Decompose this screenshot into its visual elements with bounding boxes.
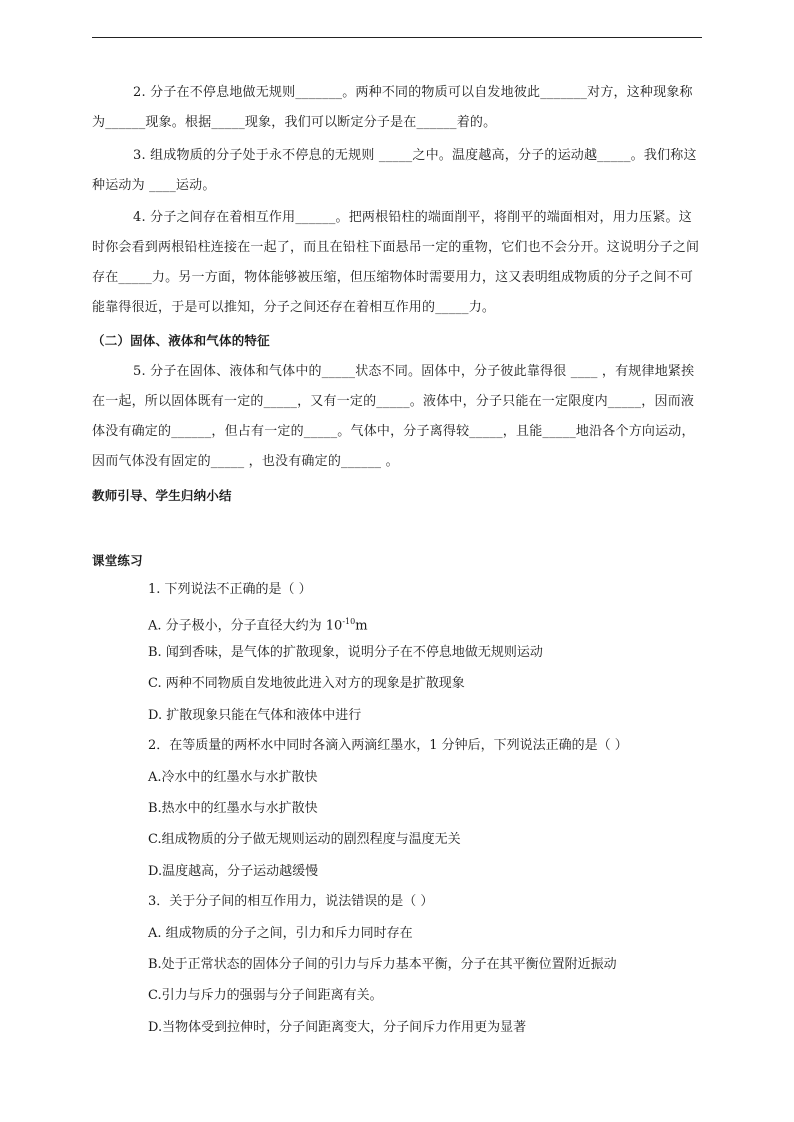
q3-option-c: C.引力与斥力的强弱与分子间距离有关。: [148, 988, 383, 1003]
q2-option-d: D.温度越高，分子运动越缓慢: [148, 864, 319, 879]
section-heading-2: （二）固体、液体和气体的特征: [92, 333, 270, 348]
q1-option-b: B. 闻到香味，是气体的扩散现象，说明分子在不停息地做无规则运动: [148, 645, 543, 660]
q2-stem: 2．在等质量的两杯水中同时各滴入两滴红墨水，1 分钟后，下列说法正确的是（ ）: [148, 738, 628, 753]
practice-heading: 课堂练习: [92, 553, 143, 568]
q1-option-c: C. 两种不同物质自发地彼此进入对方的现象是扩散现象: [148, 676, 465, 691]
fill-question-4: 4. 分子之间存在着相互作用______。把两根铅柱的端面削平，将削平的端面相对，用力压紧。这时你会看到两根铅柱连接在一起了，而且在铅柱下面悬吊一定的重物，它们也不会分开。这说明分子之间存在_____力。另一方面，物体能够被压缩，但压缩物体时需要用力，这又表明组成物质的分子之间不可能靠得很近，于是可以推知，分子之间还存在着相互作用的_____力。: [92, 210, 700, 315]
fill-question-5: 5. 分子在固体、液体和气体中的_____状态不同。固体中，分子彼此靠得很 ____ ，有规律地紧挨在一起，所以固体既有一定的_____，又有一定的_____。液体中，分子只能在一定限度内_____，因而液体没有确定的______，但占有一定的_____。气体中，分子离得较_____，且能_____地沿各个方向运动，因而气体没有固定的_____ ，也没有确定的______ 。: [92, 364, 695, 469]
q1-option-a-exponent: -10: [342, 617, 356, 626]
q3-option-d: D.当物体受到拉伸时，分子间距离变大，分子间斥力作用更为显著: [148, 1020, 527, 1035]
q2-option-c: C.组成物质的分子做无规则运动的剧烈程度与温度无关: [148, 832, 461, 847]
q2-option-b: B.热水中的红墨水与水扩散快: [148, 801, 318, 816]
q1-stem: 1. 下列说法不正确的是（ ）: [148, 582, 312, 597]
q3-option-a: A. 组成物质的分子之间，引力和斥力同时存在: [148, 926, 413, 941]
q1-option-d: D. 扩散现象只能在气体和液体中进行: [148, 708, 362, 723]
q3-option-b: B.处于正常状态的固体分子间的引力与斥力基本平衡，分子在其平衡位置附近振动: [148, 957, 617, 972]
fill-question-2: 2. 分子在不停息地做无规则_______。两种不同的物质可以自发地彼此_______对方，这种现象称为______现象。根据_____现象，我们可以断定分子是在______着的。: [92, 85, 693, 130]
header-rule: [92, 37, 702, 38]
q3-stem: 3．关于分子间的相互作用力，说法错误的是（ ）: [148, 894, 434, 909]
summary-heading: 教师引导、学生归纳小结: [92, 488, 232, 503]
fill-question-3: 3. 组成物质的分子处于永不停息的无规则 _____之中。温度越高，分子的运动越_____。我们称这种运动为 ____运动。: [92, 148, 697, 193]
q2-option-a: A.冷水中的红墨水与水扩散快: [148, 770, 318, 785]
q1-option-a: A. 分子极小，分子直径大约为 $10^{-10}m$: [148, 617, 368, 634]
